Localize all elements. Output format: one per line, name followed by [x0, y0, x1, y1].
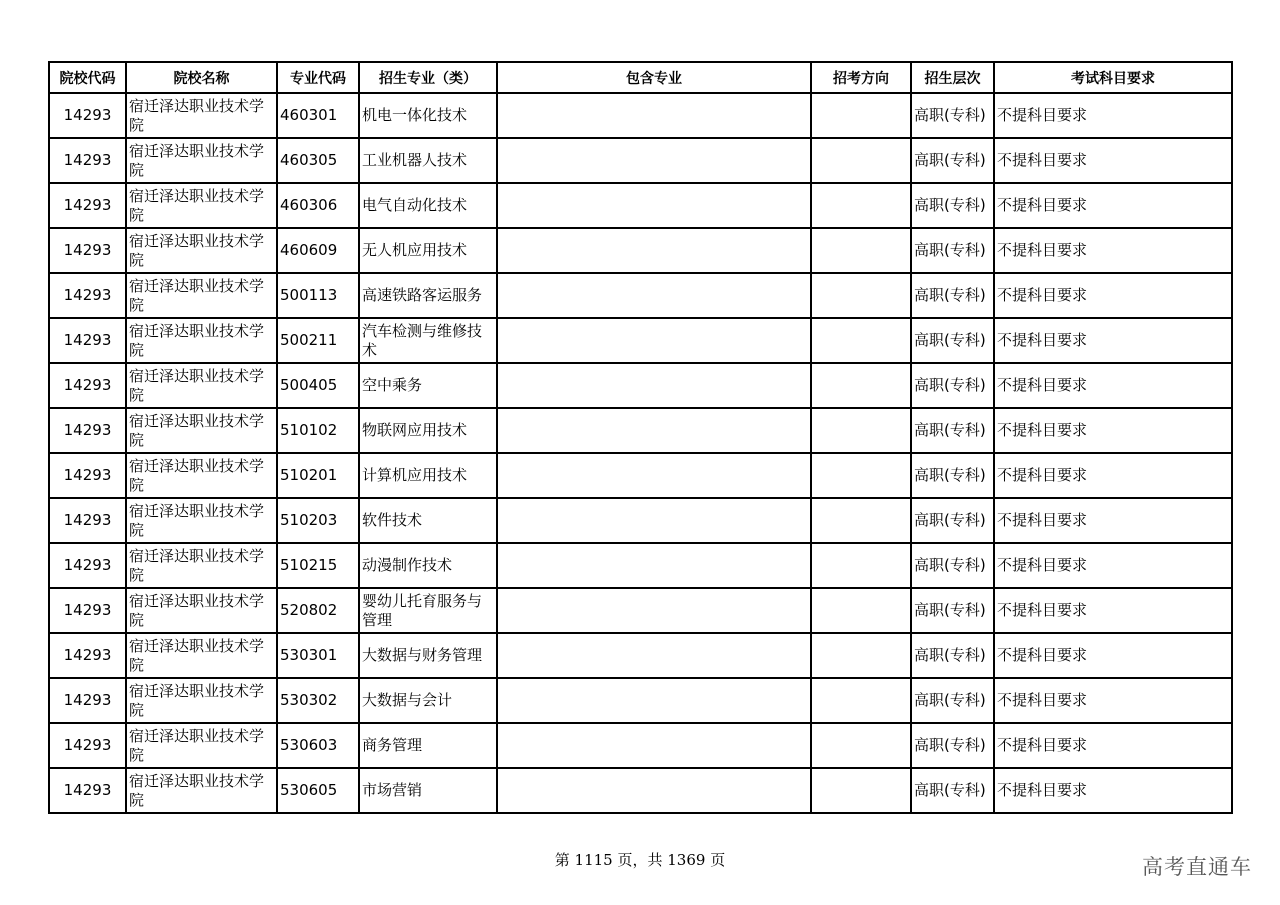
cell-level: 高职(专科): [911, 588, 994, 633]
cell-included-majors: [497, 93, 811, 138]
cell-included-majors: [497, 273, 811, 318]
cell-direction: [811, 273, 911, 318]
cell-level: 高职(专科): [911, 318, 994, 363]
cell-requirement: 不提科目要求: [994, 453, 1232, 498]
cell-major: 动漫制作技术: [359, 543, 497, 588]
cell-school-name: 宿迁泽达职业技术学院: [126, 633, 277, 678]
cell-school-name: 宿迁泽达职业技术学院: [126, 543, 277, 588]
cell-major-code: 460301: [277, 93, 359, 138]
cell-direction: [811, 678, 911, 723]
table-row: [49, 453, 1232, 498]
cell-requirement: 不提科目要求: [994, 273, 1232, 318]
cell-school-name: 宿迁泽达职业技术学院: [126, 588, 277, 633]
cell-school-code: 14293: [49, 408, 126, 453]
cell-school-name: 宿迁泽达职业技术学院: [126, 183, 277, 228]
cell-level: 高职(专科): [911, 363, 994, 408]
cell-included-majors: [497, 588, 811, 633]
cell-requirement: 不提科目要求: [994, 588, 1232, 633]
cell-requirement: 不提科目要求: [994, 498, 1232, 543]
cell-school-code: 14293: [49, 633, 126, 678]
cell-direction: [811, 768, 911, 813]
table-row: [49, 408, 1232, 453]
cell-level: 高职(专科): [911, 453, 994, 498]
cell-school-name: 宿迁泽达职业技术学院: [126, 453, 277, 498]
table-row: [49, 498, 1232, 543]
admissions-table: [48, 61, 1233, 814]
cell-school-code: 14293: [49, 273, 126, 318]
cell-school-name: 宿迁泽达职业技术学院: [126, 408, 277, 453]
table-row: [49, 678, 1232, 723]
cell-requirement: 不提科目要求: [994, 543, 1232, 588]
cell-level: 高职(专科): [911, 543, 994, 588]
cell-major-code: 510201: [277, 453, 359, 498]
header-row: [49, 62, 1232, 93]
table-row: [49, 93, 1232, 138]
cell-level: 高职(专科): [911, 183, 994, 228]
cell-requirement: 不提科目要求: [994, 723, 1232, 768]
cell-direction: [811, 498, 911, 543]
cell-school-name: 宿迁泽达职业技术学院: [126, 768, 277, 813]
cell-school-code: 14293: [49, 723, 126, 768]
cell-level: 高职(专科): [911, 273, 994, 318]
table-body: [49, 93, 1232, 813]
cell-major: 机电一体化技术: [359, 93, 497, 138]
table-row: [49, 228, 1232, 273]
cell-included-majors: [497, 633, 811, 678]
cell-major: 物联网应用技术: [359, 408, 497, 453]
cell-requirement: 不提科目要求: [994, 183, 1232, 228]
cell-included-majors: [497, 768, 811, 813]
cell-direction: [811, 228, 911, 273]
cell-major: 计算机应用技术: [359, 453, 497, 498]
cell-direction: [811, 723, 911, 768]
cell-level: 高职(专科): [911, 723, 994, 768]
cell-school-code: 14293: [49, 678, 126, 723]
cell-school-name: 宿迁泽达职业技术学院: [126, 138, 277, 183]
cell-school-name: 宿迁泽达职业技术学院: [126, 723, 277, 768]
cell-major: 电气自动化技术: [359, 183, 497, 228]
cell-included-majors: [497, 138, 811, 183]
cell-school-code: 14293: [49, 183, 126, 228]
cell-included-majors: [497, 363, 811, 408]
cell-included-majors: [497, 453, 811, 498]
cell-major-code: 530605: [277, 768, 359, 813]
cell-requirement: 不提科目要求: [994, 363, 1232, 408]
cell-major: 高速铁路客运服务: [359, 273, 497, 318]
table-row: [49, 588, 1232, 633]
cell-major-code: 510203: [277, 498, 359, 543]
cell-major-code: 500405: [277, 363, 359, 408]
cell-school-name: 宿迁泽达职业技术学院: [126, 273, 277, 318]
cell-included-majors: [497, 723, 811, 768]
cell-direction: [811, 408, 911, 453]
cell-level: 高职(专科): [911, 768, 994, 813]
cell-school-name: 宿迁泽达职业技术学院: [126, 228, 277, 273]
cell-direction: [811, 453, 911, 498]
cell-requirement: 不提科目要求: [994, 138, 1232, 183]
header-major: 招生专业（类）: [359, 62, 497, 93]
cell-requirement: 不提科目要求: [994, 678, 1232, 723]
cell-major-code: 460306: [277, 183, 359, 228]
cell-school-name: 宿迁泽达职业技术学院: [126, 93, 277, 138]
table-row: [49, 633, 1232, 678]
cell-major: 大数据与财务管理: [359, 633, 497, 678]
cell-major-code: 510102: [277, 408, 359, 453]
cell-major-code: 530301: [277, 633, 359, 678]
cell-included-majors: [497, 498, 811, 543]
cell-level: 高职(专科): [911, 138, 994, 183]
cell-school-code: 14293: [49, 453, 126, 498]
cell-included-majors: [497, 318, 811, 363]
cell-major: 市场营销: [359, 768, 497, 813]
cell-major-code: 510215: [277, 543, 359, 588]
cell-included-majors: [497, 678, 811, 723]
cell-included-majors: [497, 543, 811, 588]
cell-school-code: 14293: [49, 138, 126, 183]
header-direction: 招考方向: [811, 62, 911, 93]
cell-major: 汽车检测与维修技术: [359, 318, 497, 363]
cell-direction: [811, 543, 911, 588]
cell-requirement: 不提科目要求: [994, 228, 1232, 273]
table-row: [49, 183, 1232, 228]
page-number: 第 1115 页，共 1369 页: [554, 851, 726, 869]
cell-school-name: 宿迁泽达职业技术学院: [126, 363, 277, 408]
header-major-code: 专业代码: [277, 62, 359, 93]
cell-major: 婴幼儿托育服务与管理: [359, 588, 497, 633]
header-school-code: 院校代码: [49, 62, 126, 93]
cell-major-code: 530302: [277, 678, 359, 723]
cell-requirement: 不提科目要求: [994, 318, 1232, 363]
cell-major: 无人机应用技术: [359, 228, 497, 273]
cell-major-code: 460609: [277, 228, 359, 273]
cell-direction: [811, 93, 911, 138]
cell-level: 高职(专科): [911, 633, 994, 678]
cell-requirement: 不提科目要求: [994, 408, 1232, 453]
cell-major: 空中乘务: [359, 363, 497, 408]
cell-school-code: 14293: [49, 498, 126, 543]
table-row: [49, 138, 1232, 183]
cell-school-code: 14293: [49, 363, 126, 408]
table-row: [49, 363, 1232, 408]
cell-requirement: 不提科目要求: [994, 768, 1232, 813]
cell-major-code: 460305: [277, 138, 359, 183]
cell-included-majors: [497, 183, 811, 228]
cell-level: 高职(专科): [911, 93, 994, 138]
cell-school-name: 宿迁泽达职业技术学院: [126, 318, 277, 363]
header-included-majors: 包含专业: [497, 62, 811, 93]
header-requirement: 考试科目要求: [994, 62, 1232, 93]
cell-school-name: 宿迁泽达职业技术学院: [126, 678, 277, 723]
cell-school-code: 14293: [49, 768, 126, 813]
cell-major: 大数据与会计: [359, 678, 497, 723]
table-row: [49, 723, 1232, 768]
table-row: [49, 273, 1232, 318]
cell-level: 高职(专科): [911, 228, 994, 273]
cell-direction: [811, 318, 911, 363]
cell-school-code: 14293: [49, 228, 126, 273]
cell-major-code: 520802: [277, 588, 359, 633]
cell-direction: [811, 363, 911, 408]
header-level: 招生层次: [911, 62, 994, 93]
cell-level: 高职(专科): [911, 498, 994, 543]
cell-direction: [811, 633, 911, 678]
cell-school-name: 宿迁泽达职业技术学院: [126, 498, 277, 543]
table-row: [49, 543, 1232, 588]
cell-included-majors: [497, 228, 811, 273]
cell-major-code: 500113: [277, 273, 359, 318]
cell-major: 商务管理: [359, 723, 497, 768]
cell-requirement: 不提科目要求: [994, 93, 1232, 138]
watermark: 高考直通车: [1142, 855, 1252, 879]
cell-major: 工业机器人技术: [359, 138, 497, 183]
cell-level: 高职(专科): [911, 678, 994, 723]
table-row: [49, 768, 1232, 813]
cell-level: 高职(专科): [911, 408, 994, 453]
cell-school-code: 14293: [49, 543, 126, 588]
cell-school-code: 14293: [49, 318, 126, 363]
cell-major-code: 500211: [277, 318, 359, 363]
cell-school-code: 14293: [49, 93, 126, 138]
cell-direction: [811, 588, 911, 633]
cell-direction: [811, 183, 911, 228]
cell-requirement: 不提科目要求: [994, 633, 1232, 678]
cell-included-majors: [497, 408, 811, 453]
cell-major: 软件技术: [359, 498, 497, 543]
cell-school-code: 14293: [49, 588, 126, 633]
table-row: [49, 318, 1232, 363]
cell-major-code: 530603: [277, 723, 359, 768]
cell-direction: [811, 138, 911, 183]
header-school-name: 院校名称: [126, 62, 277, 93]
